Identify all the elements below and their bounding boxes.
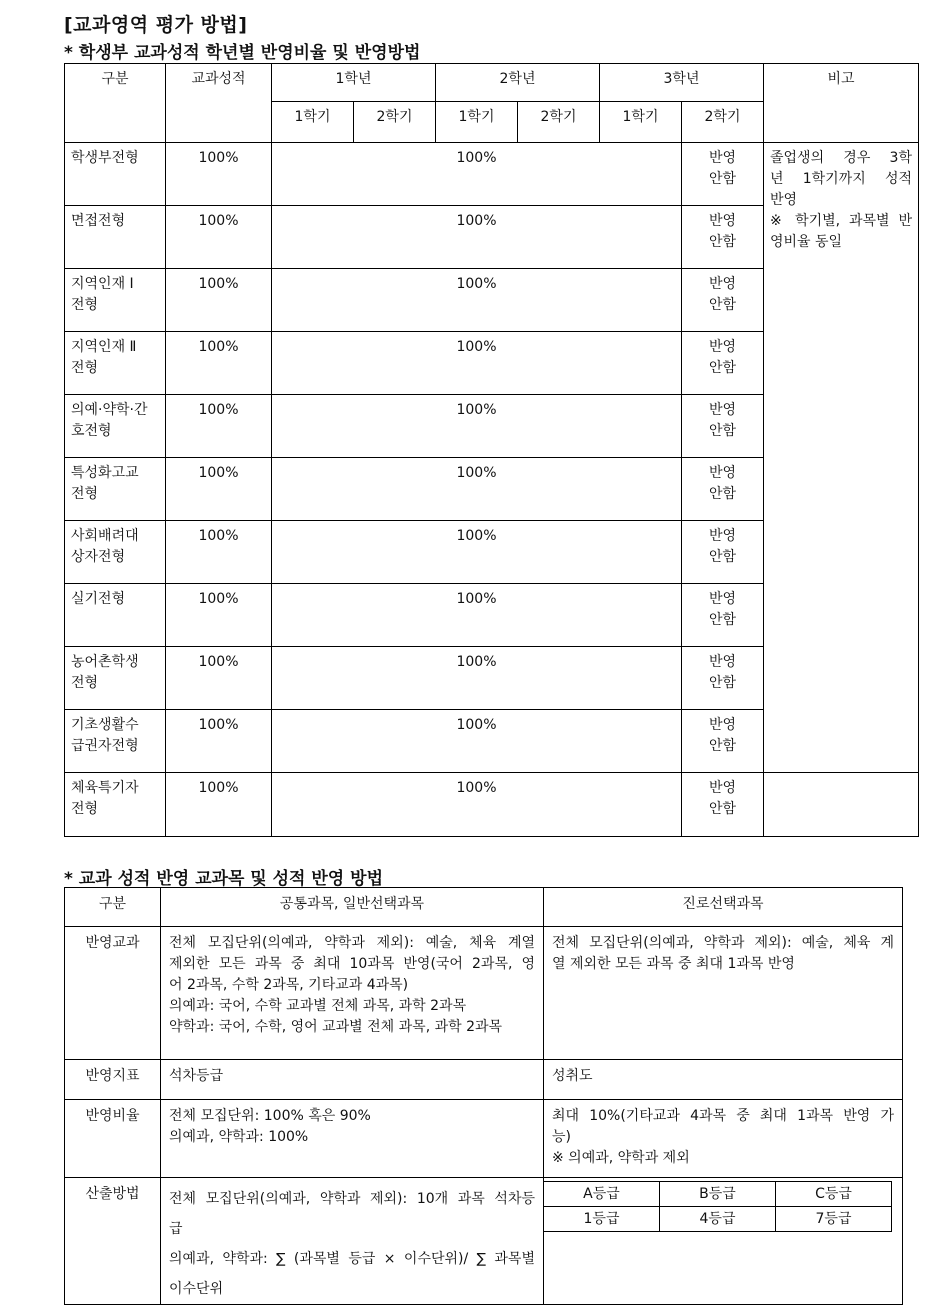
row-last-semester: 반영 안함 xyxy=(682,458,764,521)
row-ratio: 100% xyxy=(272,458,682,521)
table-row xyxy=(65,927,903,1060)
header-y2-sem2: 2학기 xyxy=(518,102,600,143)
row-name: 학생부전형 xyxy=(65,143,166,206)
row-score: 100% xyxy=(166,521,272,584)
row-last-semester: 반영 안함 xyxy=(682,521,764,584)
row-name: 체육특기자 전형 xyxy=(65,773,166,837)
row-name: 실기전형 xyxy=(65,584,166,647)
table-row xyxy=(65,1060,903,1100)
row-name: 의예·약학·간 호전형 xyxy=(65,395,166,458)
row-ratio: 100% xyxy=(272,521,682,584)
header-year2: 2학년 xyxy=(436,64,600,102)
grade-value-c: 7등급 xyxy=(776,1207,892,1232)
row-label: 반영지표 xyxy=(65,1060,161,1100)
header-y2-sem1: 1학기 xyxy=(436,102,518,143)
row-label: 반영비율 xyxy=(65,1100,161,1178)
table1-title: * 학생부 교과성적 학년별 반영비율 및 반영방법 xyxy=(64,43,421,63)
row-ratio: 100% xyxy=(272,584,682,647)
row-last-semester: 반영 안함 xyxy=(682,647,764,710)
row-score: 100% xyxy=(166,710,272,773)
ratio-common: 전체 모집단위: 100% 혹은 90% 의예과, 약학과: 100% xyxy=(161,1100,544,1178)
index-common: 석차등급 xyxy=(161,1060,544,1100)
row-last-semester: 반영 안함 xyxy=(682,395,764,458)
grade-header-c: C등급 xyxy=(776,1182,892,1207)
header-career: 진로선택과목 xyxy=(544,888,903,927)
subject-method-table xyxy=(64,887,903,1305)
subjects-career: 전체 모집단위(의예과, 약학과 제외): 예술, 체육 계 열 제외한 모든 과목 중 최대 1과목 반영 xyxy=(544,927,903,1060)
table2-title: * 교과 성적 반영 교과목 및 성적 반영 방법 xyxy=(64,869,383,889)
grade-value-a: 1등급 xyxy=(544,1207,660,1232)
remark-empty-cell xyxy=(764,773,919,837)
header-category: 구분 xyxy=(65,888,161,927)
header-remark: 비고 xyxy=(764,64,919,143)
row-ratio: 100% xyxy=(272,710,682,773)
remark-cell: 졸업생의 경우 3학 년 1학기까지 성적 반영 ※ 학기별, 과목별 반 영비율 동일 xyxy=(764,143,919,773)
row-ratio: 100% xyxy=(272,773,682,837)
row-name: 면접전형 xyxy=(65,206,166,269)
header-y1-sem2: 2학기 xyxy=(354,102,436,143)
header-year1: 1학년 xyxy=(272,64,436,102)
row-last-semester: 반영 안함 xyxy=(682,143,764,206)
row-ratio: 100% xyxy=(272,332,682,395)
table-row xyxy=(65,773,919,837)
header-y3-sem2: 2학기 xyxy=(682,102,764,143)
row-ratio: 100% xyxy=(272,206,682,269)
row-score: 100% xyxy=(166,458,272,521)
row-name: 지역인재 Ⅰ 전형 xyxy=(65,269,166,332)
grade-header-a: A등급 xyxy=(544,1182,660,1207)
row-score: 100% xyxy=(166,206,272,269)
row-label: 산출방법 xyxy=(65,1178,161,1305)
row-score: 100% xyxy=(166,647,272,710)
row-score: 100% xyxy=(166,773,272,837)
row-last-semester: 반영 안함 xyxy=(682,773,764,837)
subjects-common: 전체 모집단위(의예과, 약학과 제외): 예술, 체육 계열 제외한 모든 과목 중 최대 10과목 반영(국어 2과목, 영 어 2과목, 수학 2과목, 기타교과 4과목) 의예과: 국어, 수학 교과별 전체 과목, 과학 2과목 약학과: 국어, 수학, 영어 교과별 전체 과목, 과학 2과목 xyxy=(161,927,544,1060)
row-ratio: 100% xyxy=(272,395,682,458)
grade-conversion-table xyxy=(543,1181,892,1232)
row-last-semester: 반영 안함 xyxy=(682,269,764,332)
row-score: 100% xyxy=(166,332,272,395)
header-common: 공통과목, 일반선택과목 xyxy=(161,888,544,927)
row-score: 100% xyxy=(166,395,272,458)
row-ratio: 100% xyxy=(272,269,682,332)
row-name: 기초생활수 급권자전형 xyxy=(65,710,166,773)
table-row xyxy=(65,1100,903,1178)
row-ratio: 100% xyxy=(272,647,682,710)
header-category: 구분 xyxy=(65,64,166,143)
row-name: 농어촌학생 전형 xyxy=(65,647,166,710)
row-name: 사회배려대 상자전형 xyxy=(65,521,166,584)
row-name: 특성화고교 전형 xyxy=(65,458,166,521)
header-grade-score: 교과성적 xyxy=(166,64,272,143)
row-last-semester: 반영 안함 xyxy=(682,584,764,647)
row-score: 100% xyxy=(166,143,272,206)
table-row xyxy=(65,143,919,206)
header-y1-sem1: 1학기 xyxy=(272,102,354,143)
row-label: 반영교과 xyxy=(65,927,161,1060)
row-score: 100% xyxy=(166,269,272,332)
index-career: 성취도 xyxy=(544,1060,903,1100)
calc-common: 전체 모집단위(의예과, 약학과 제외): 10개 과목 석차등 급 의예과, 약학과: ∑ (과목별 등급 × 이수단위)/ ∑ 과목별 이수단위 xyxy=(161,1178,544,1305)
row-last-semester: 반영 안함 xyxy=(682,206,764,269)
row-ratio: 100% xyxy=(272,143,682,206)
row-score: 100% xyxy=(166,584,272,647)
row-last-semester: 반영 안함 xyxy=(682,710,764,773)
grade-header-b: B등급 xyxy=(660,1182,776,1207)
row-last-semester: 반영 안함 xyxy=(682,332,764,395)
header-year3: 3학년 xyxy=(600,64,764,102)
header-y3-sem1: 1학기 xyxy=(600,102,682,143)
section-title: [교과영역 평가 방법] xyxy=(64,14,248,36)
row-name: 지역인재 Ⅱ 전형 xyxy=(65,332,166,395)
ratio-career: 최대 10%(기타교과 4과목 중 최대 1과목 반영 가 능) ※ 의예과, 약학과 제외 xyxy=(544,1100,903,1178)
grade-ratio-table xyxy=(64,63,919,837)
grade-value-b: 4등급 xyxy=(660,1207,776,1232)
